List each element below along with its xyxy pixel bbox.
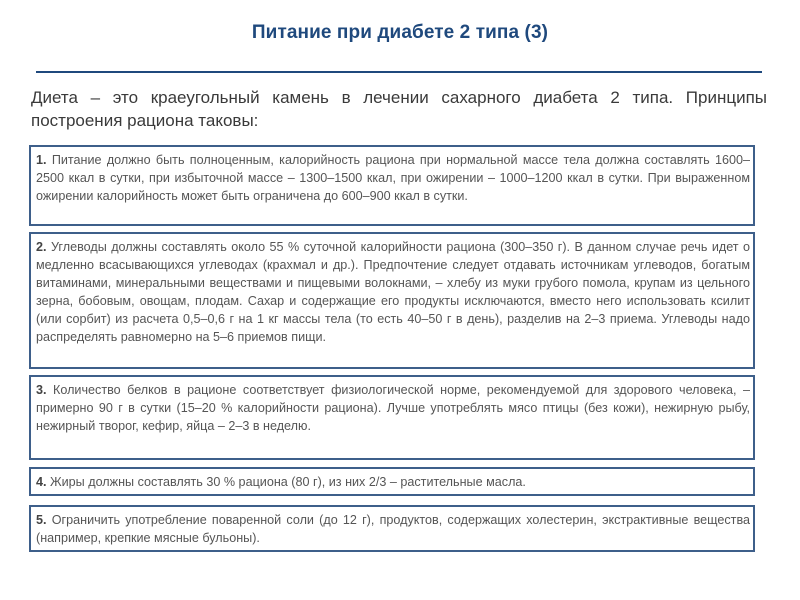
principle-text: Количество белков в рационе соответствует физиологической норме, рекомендуемой для здорового человека, – примерно 90 г в сутки (15–20 % калорийности рациона). Лучше употреблять мясо птицы (без кожи), нежирную рыбу, нежирный творог, кефир, яйца – 2–3 в неделю. xyxy=(36,383,750,433)
principle-box-3 xyxy=(29,375,755,460)
principle-box-1 xyxy=(29,145,755,226)
principle-box-5 xyxy=(29,505,755,552)
principle-text: Ограничить употребление поваренной соли (до 12 г), продуктов, содержащих холестерин, экстрактивные вещества (например, крепкие мясные бульоны). xyxy=(36,513,751,545)
principle-box-4 xyxy=(29,467,755,496)
principle-number: 1. xyxy=(36,153,47,167)
title-divider xyxy=(36,71,762,73)
principle-text: Углеводы должны составлять около 55 % суточной калорийности рациона (300–350 г). В данном случае речь идет о медленно всасывающихся углеводах (крахмал и др.). Предпочтение следует отдавать источникам углеводов, богатым витаминами, минеральными веществами и пищевыми волокнами, – хлебу из муки грубого помола, крупам из цельного зерна, бобовым, овощам, плодам. Сахар и содержащие его продукты исключаются, вместо него использовать ксилит (или сорбит) из расчета 0,5–0,6 г на 1 кг массы тела (то есть 40–50 г в день), разделив на 2–3 приема. Углеводы надо распределять равномерно на 5–6 приемов пищи. xyxy=(36,240,751,344)
principle-number: 4. xyxy=(36,475,47,489)
slide-title: Питание при диабете 2 типа (3) xyxy=(251,22,549,43)
principle-text: Жиры должны составлять 30 % рациона (80 г), из них 2/3 – растительные масла. xyxy=(50,475,526,489)
principle-number: 2. xyxy=(36,240,47,254)
intro-text: Диета – это краеугольный камень в лечении сахарного диабета 2 типа. Принципы построения рациона таковы: xyxy=(31,88,767,130)
principle-number: 5. xyxy=(36,513,47,527)
principle-box-2 xyxy=(29,232,755,369)
principle-text: Питание должно быть полноценным, калорийность рациона при нормальной массе тела должна составлять 1600–2500 ккал в сутки, при избыточной массе – 1300–1500 ккал, при ожирении – 1000–1200 ккал в сутки. При выраженном ожирении калорийность может быть ограничена до 600–900 ккал в сутки. xyxy=(36,153,750,203)
principle-number: 3. xyxy=(36,383,47,397)
